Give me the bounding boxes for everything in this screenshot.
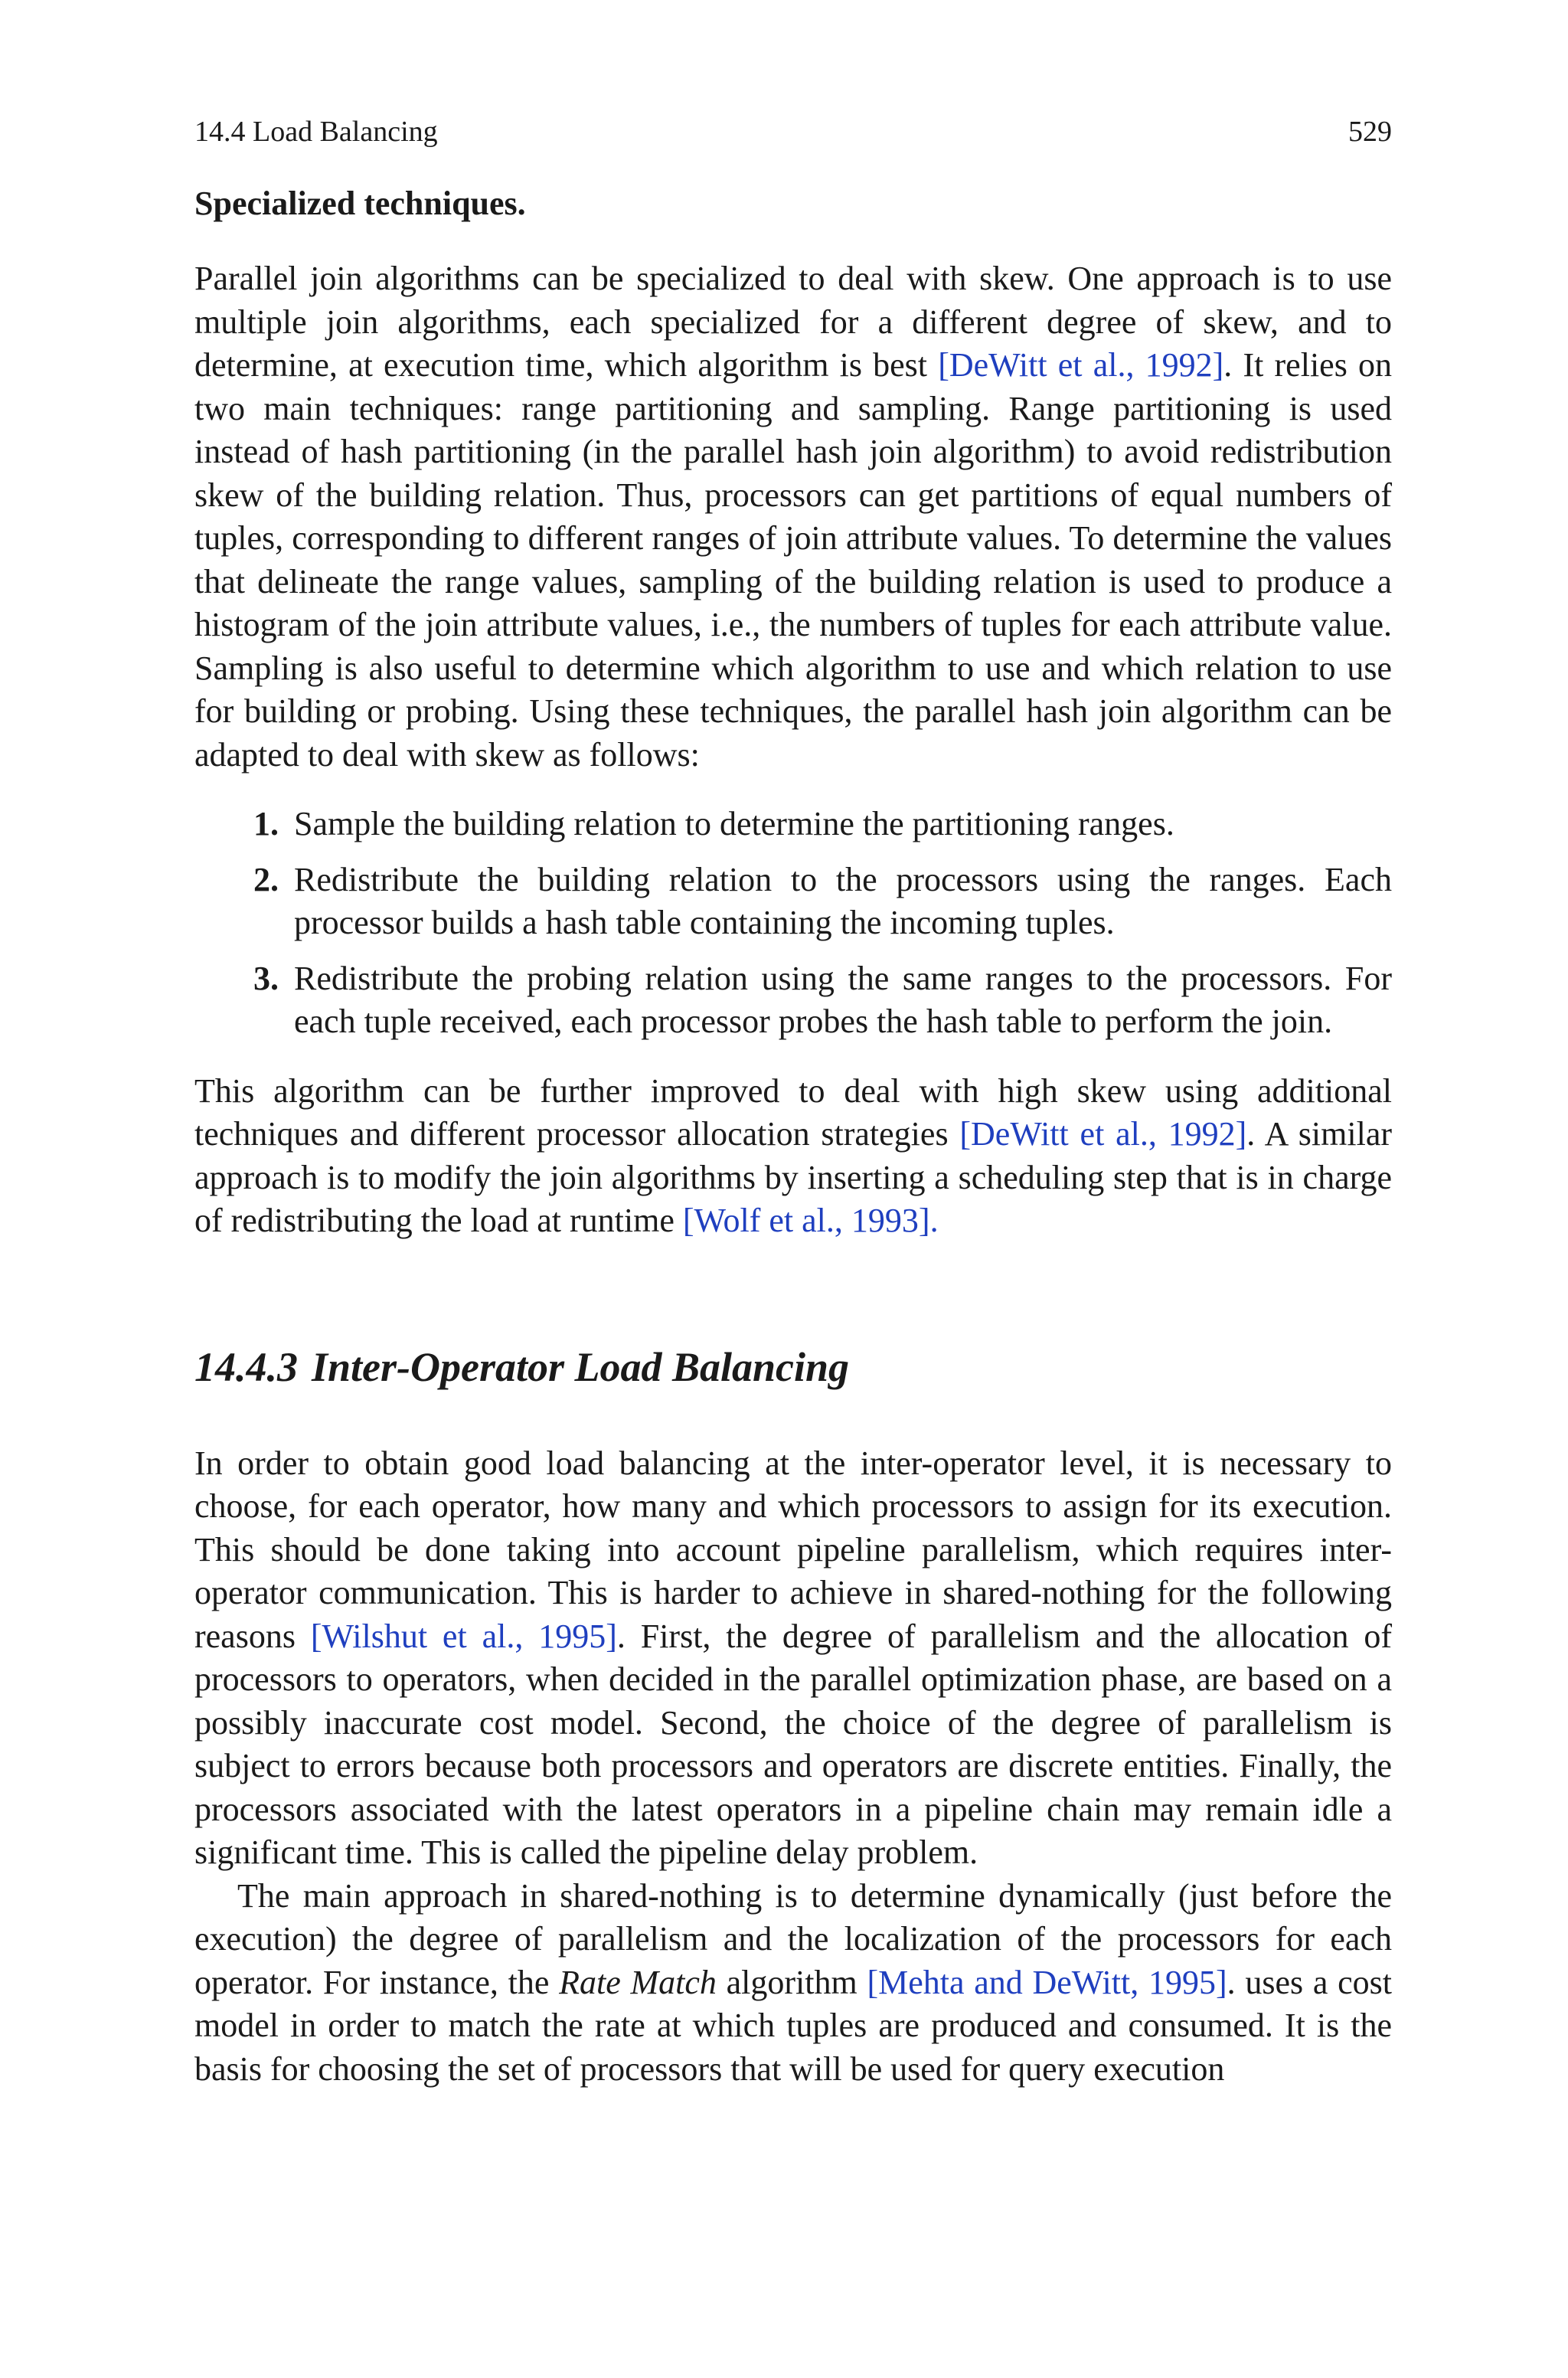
section-title	[194, 1343, 1392, 1392]
text-run: . First, the degree of parallelism and the allocation of processors to operators, when decided in the parallel optimization phase, are based on a possibly inaccurate cost model. Second, the choice of the degree of parallelism is subject to errors because both processors and operators are discrete entities. Finally, the processors associated with the latest operators in a pipeline chain may remain idle a significant time. This is called the pipeline delay problem.	[194, 1617, 1392, 1871]
specialized-paragraph-2	[194, 1070, 1392, 1243]
list-item-number: 2.	[253, 860, 279, 898]
citation-wolf-1993[interactable]: [Wolf et al., 1993]	[682, 1202, 930, 1239]
list-item	[194, 803, 1392, 846]
specialized-techniques-heading: Specialized techniques.	[194, 185, 526, 222]
running-head-section: 14.4 Load Balancing	[194, 116, 438, 148]
text-run: .	[929, 1202, 939, 1239]
text-run: . It relies on two main techniques: range partitioning and sampling. Range partitioning is used instead of hash partitioning (in the parallel hash join algorithm) to avoid redistribution skew of the building relation. Thus, processors can get partitions of equal numbers of tuples, corresponding to different ranges of join attribute values. To determine the values that delineate the range values, sampling of the building relation is used to produce a histogram of the join attribute values, i.e., the numbers of tuples for each attribute value. Sampling is also useful to determine which algorithm to use and which relation to use for building or probing. Using these techniques, the parallel hash join algorithm can be adapted to deal with skew as follows:	[194, 346, 1392, 774]
skew-steps-list	[194, 803, 1392, 1044]
text-run: . uses a cost model in order to match the rate at which tuples are produced and consumed. It is the basis for choosing the set of processors that will be used for query execution	[194, 1963, 1392, 2088]
specialized-paragraph-1	[194, 257, 1392, 777]
page-number: 529	[1348, 116, 1392, 148]
section-paragraph-2	[194, 1875, 1392, 2092]
citation-wilshut-1995[interactable]: [Wilshut et al., 1995]	[310, 1617, 617, 1655]
section-title-text: Inter-Operator Load Balancing	[312, 1343, 850, 1390]
page	[194, 115, 1392, 2091]
rate-match-term: Rate Match	[559, 1963, 717, 2001]
list-item-text: Redistribute the building relation to the processors using the ranges. Each processor builds a hash table containing the incoming tuples.	[294, 860, 1392, 941]
list-item-number: 3.	[253, 959, 279, 997]
text-run: The main approach in shared-nothing is to determine dynamically (just before the execution) the degree of parallelism and the localization of the processors for each operator. For instance, the	[194, 1876, 1392, 2001]
list-item-number: 1.	[253, 805, 279, 842]
section-number: 14.4.3	[194, 1343, 298, 1390]
list-item	[194, 859, 1392, 945]
citation-dewitt-1992[interactable]: [DeWitt et al., 1992]	[959, 1115, 1247, 1153]
list-item-text: Sample the building relation to determine the partitioning ranges.	[294, 805, 1174, 842]
text-run: . A similar approach is to modify the join algorithms by inserting a scheduling step that is in charge of redistributing the load at runtime	[194, 1115, 1392, 1239]
text-run: In order to obtain good load balancing at the inter-operator level, it is necessary to choose, for each operator, how many and which processors to assign for its execution. This should be done taking into account pipeline parallelism, which requires inter-operator communication. This is harder to achieve in shared-nothing for the following reasons	[194, 1444, 1392, 1655]
citation-dewitt-1992[interactable]: [DeWitt et al., 1992]	[938, 346, 1224, 384]
section-paragraph-1	[194, 1442, 1392, 1875]
text-run: Parallel join algorithms can be specialized to deal with skew. One approach is to use multiple join algorithms, each specialized for a different degree of skew, and to determine, at execution time, which algorithm is best	[194, 260, 1392, 384]
citation-mehta-dewitt-1995[interactable]: [Mehta and DeWitt, 1995]	[867, 1963, 1227, 2001]
text-run: algorithm	[716, 1963, 867, 2001]
list-item-text: Redistribute the probing relation using the same ranges to the processors. For each tuple received, each processor probes the hash table to perform the join.	[294, 959, 1392, 1040]
list-item	[194, 957, 1392, 1044]
running-head	[194, 115, 1392, 149]
text-run: This algorithm can be further improved to deal with high skew using additional techniques and different processor allocation strategies	[194, 1071, 1392, 1153]
